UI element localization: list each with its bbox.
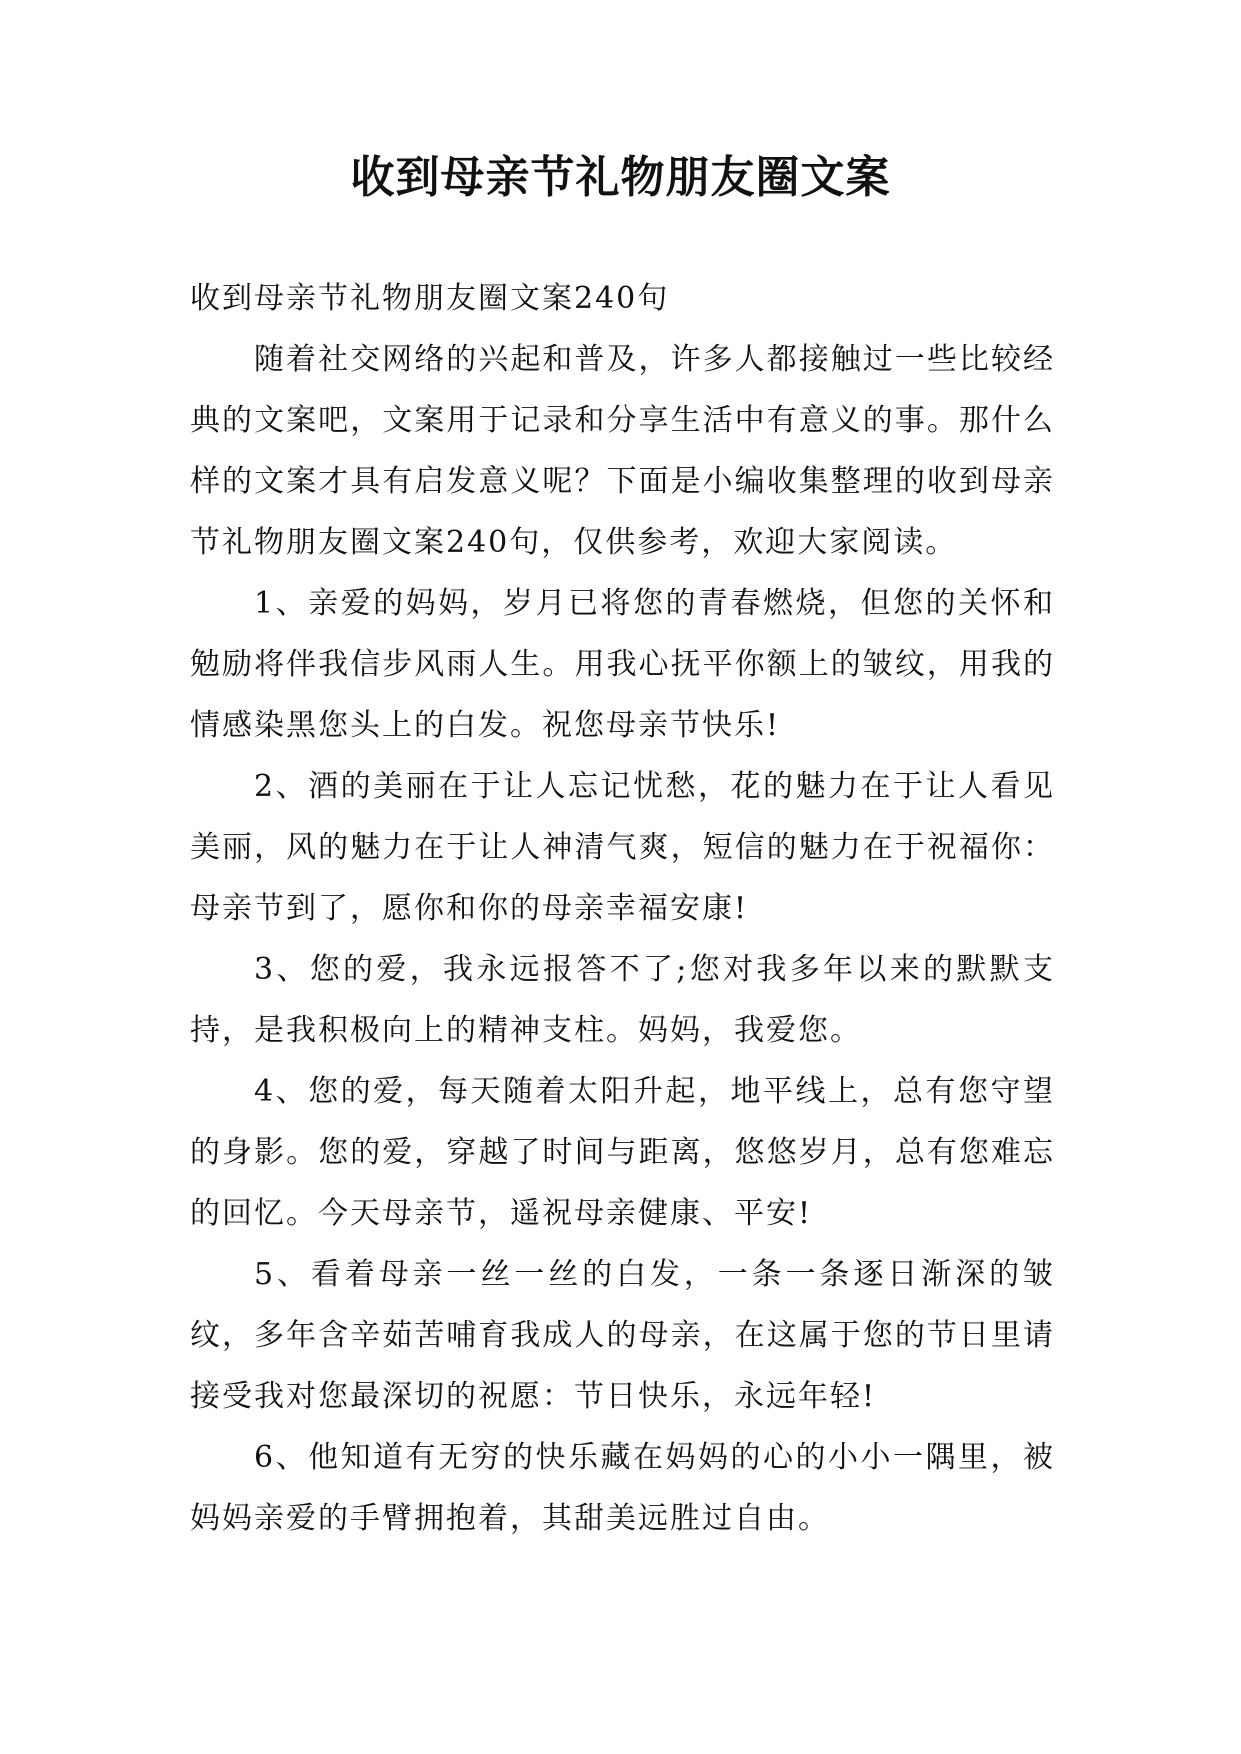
document-body bbox=[190, 268, 1055, 1549]
list-item: 1、亲爱的妈妈，岁月已将您的青春燃烧，但您的关怀和勉励将伴我信步风雨人生。用我心抚平你额上的皱纹，用我的情感染黑您头上的白发。祝您母亲节快乐! bbox=[190, 586, 1055, 743]
intro-paragraph: 随着社交网络的兴起和普及，许多人都接触过一些比较经典的文案吧，文案用于记录和分享生活中有意义的事。那什么样的文案才具有启发意义呢？下面是小编收集整理的收到母亲节礼物朋友圈文案240句，仅供参考，欢迎大家阅读。 bbox=[190, 342, 1055, 560]
document-subtitle: 收到母亲节礼物朋友圈文案240句 bbox=[190, 281, 670, 316]
document-title: 收到母亲节礼物朋友圈文案 bbox=[350, 152, 891, 203]
list-item: 5、看着母亲一丝一丝的白发，一条一条逐日渐深的皱纹，多年含辛茹苦哺育我成人的母亲，在这属于您的节日里请接受我对您最深切的祝愿：节日快乐，永远年轻! bbox=[190, 1257, 1055, 1414]
list-item: 4、您的爱，每天随着太阳升起，地平线上，总有您守望的身影。您的爱，穿越了时间与距离，悠悠岁月，总有您难忘的回忆。今天母亲节，遥祝母亲健康、平安! bbox=[190, 1074, 1055, 1231]
list-item: 6、他知道有无穷的快乐藏在妈妈的心的小小一隅里，被妈妈亲爱的手臂拥抱着，其甜美远胜过自由。 bbox=[190, 1440, 1055, 1536]
list-item: 3、您的爱，我永远报答不了;您对我多年以来的默默支持，是我积极向上的精神支柱。妈妈，我爱您。 bbox=[190, 952, 1055, 1048]
list-item: 2、酒的美丽在于让人忘记忧愁，花的魅力在于让人看见美丽，风的魅力在于让人神清气爽，短信的魅力在于祝福你：母亲节到了，愿你和你的母亲幸福安康! bbox=[190, 769, 1055, 926]
